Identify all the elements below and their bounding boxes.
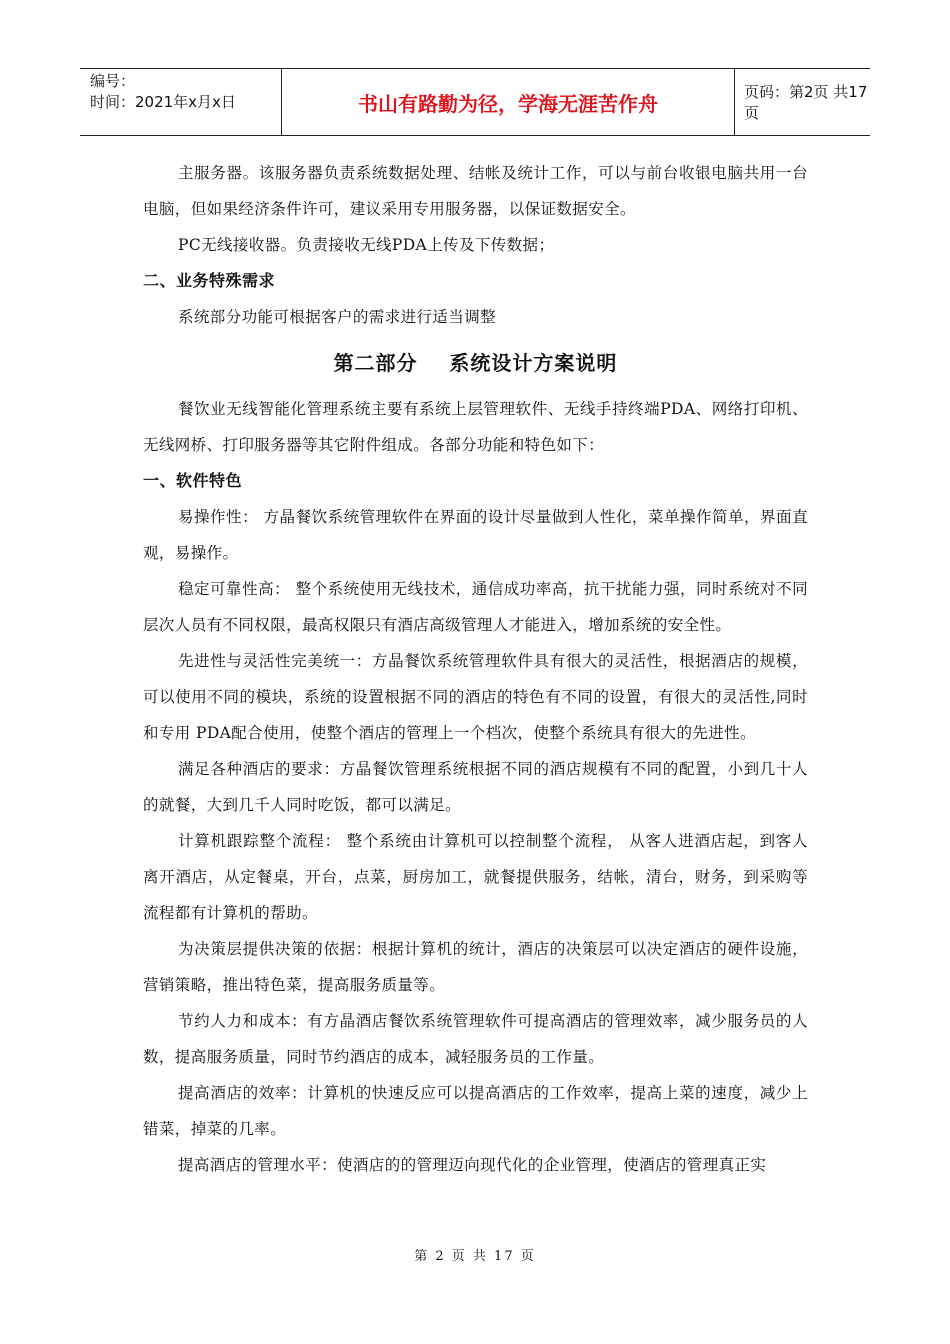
- section-heading: 二、业务特殊需求: [143, 271, 276, 290]
- header-page-info: 页码：第2页 共17页: [744, 83, 868, 122]
- feature-paragraph: 满足各种酒店的要求：方晶餐饮管理系统根据不同的酒店规模有不同的配置，小到几十人的就餐，大到几千人同时吃饭，都可以满足。: [143, 760, 808, 814]
- paragraph: 主服务器。该服务器负责系统数据处理、结帐及统计工作，可以与前台收银电脑共用一台电脑，但如果经济条件许可，建议采用专用服务器，以保证数据安全。: [143, 164, 808, 218]
- header-meta: [80, 69, 280, 135]
- document-number-label: 编号：: [90, 72, 136, 90]
- paragraph: PC无线接收器。负责接收无线PDA上传及下传数据；: [178, 236, 555, 254]
- feature-paragraph: 先进性与灵活性完美统一：方晶餐饮系统管理软件具有很大的灵活性，根据酒店的规模，可以使用不同的模块，系统的设置根据不同的酒店的特色有不同的设置，有很大的灵活性,同时和专用 PDA配合使用，使整个酒店的管理上一个档次，使整个系统具有很大的先进性。: [143, 652, 808, 742]
- feature-paragraph: 节约人力和成本：有方晶酒店餐饮系统管理软件可提高酒店的管理效率，减少服务员的人数，提高服务质量，同时节约酒店的成本，减轻服务员的工作量。: [143, 1012, 808, 1066]
- paragraph: 系统部分功能可根据客户的需求进行适当调整: [178, 308, 497, 326]
- page-footer: 第 2 页 共 17 页: [414, 1249, 536, 1264]
- section-heading: 一、软件特色: [143, 471, 243, 490]
- paragraph: 餐饮业无线智能化管理系统主要有系统上层管理软件、无线手持终端PDA、网络打印机、无线网桥、打印服务器等其它附件组成。各部分功能和特色如下：: [143, 400, 808, 454]
- feature-paragraph: 提高酒店的效率：计算机的快速反应可以提高酒店的工作效率，提高上菜的速度，减少上错菜，掉菜的几率。: [143, 1084, 808, 1138]
- document-body: [143, 155, 808, 1183]
- document-date: 时间：2021年x月x日: [90, 93, 236, 111]
- part-title: 第二部分 系统设计方案说明: [333, 351, 618, 375]
- feature-paragraph: 为决策层提供决策的依据：根据计算机的统计，酒店的决策层可以决定酒店的硬件设施，营销策略，推出特色菜，提高服务质量等。: [143, 940, 808, 994]
- feature-paragraph: 提高酒店的管理水平：使酒店的的管理迈向现代化的企业管理，使酒店的管理真正实: [178, 1156, 767, 1174]
- feature-paragraph: 稳定可靠性高： 整个系统使用无线技术，通信成功率高，抗干扰能力强，同时系统对不同层次人员有不同权限，最高权限只有酒店高级管理人才能进入，增加系统的安全性。: [143, 580, 808, 634]
- page-header: [80, 68, 870, 136]
- feature-paragraph: 计算机跟踪整个流程： 整个系统由计算机可以控制整个流程， 从客人进酒店起，到客人离开酒店，从定餐桌，开台，点菜，厨房加工，就餐提供服务，结帐，清台，财务，到采购等流程都有计算机的帮助。: [143, 832, 808, 922]
- feature-paragraph: 易操作性： 方晶餐饮系统管理软件在界面的设计尽量做到人性化，菜单操作简单，界面直观，易操作。: [143, 508, 808, 562]
- header-motto: 书山有路勤为径，学海无涯苦作舟: [281, 69, 735, 135]
